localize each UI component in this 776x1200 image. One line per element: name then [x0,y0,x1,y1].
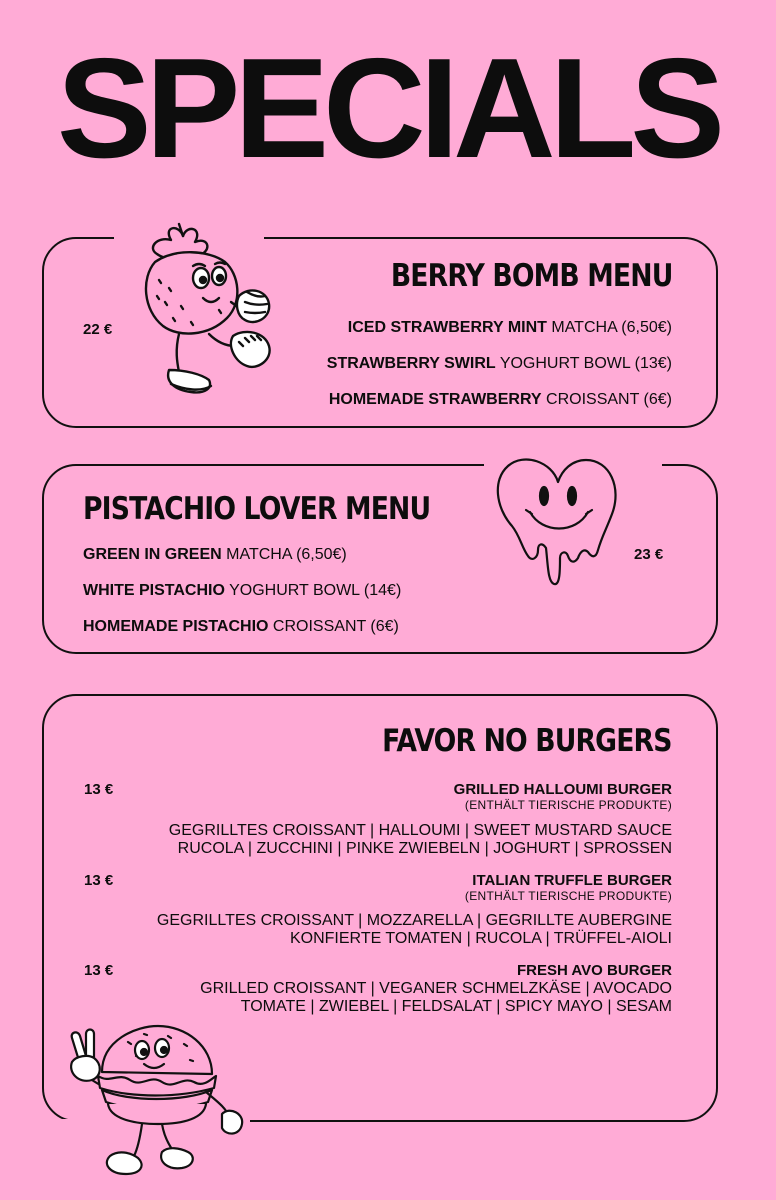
pistachio-item-1 [83,545,347,565]
berry-item-2 [327,354,672,374]
halloumi-burger-note: (ENTHÄLT TIERISCHE PRODUKTE) [464,798,672,812]
pistachio-item-2-detail: YOGHURT BOWL (14€) [224,582,402,599]
berry-item-1-detail: MATCHA (6,50€) [546,319,672,336]
avo-burger-desc-1: GRILLED CROISSANT | VEGANER SCHMELZKÄSE | AVOCADO [200,980,672,997]
pistachio-item-3-detail: CROISSANT (6€) [268,618,399,635]
berry-item-3-name: HOMEMADE STRAWBERRY [328,391,542,408]
avo-burger-desc-2: TOMATE | ZWIEBEL | FELDSALAT | SPICY MAYO | SESAM [240,998,672,1015]
strawberry-mascot-icon [135,222,275,402]
berry-item-1 [348,318,672,338]
truffle-burger-desc-1: GEGRILLTES CROISSANT | MOZZARELLA | GEGRILLTE AUBERGINE [156,912,672,929]
truffle-burger-note: (ENTHÄLT TIERISCHE PRODUKTE) [464,889,672,903]
truffle-burger-desc-2: KONFIERTE TOMATEN | RUCOLA | TRÜFFEL-AIOLI [289,930,672,947]
berry-item-1-name: ICED STRAWBERRY MINT [347,319,547,336]
melting-heart-smiley-icon [494,452,624,592]
pistachio-item-1-detail: MATCHA (6,50€) [221,546,347,563]
burger-mascot-icon [58,1018,248,1180]
favor-no-burgers-heading: FAVOR NO BURGERS [382,723,672,759]
berry-item-3 [329,390,672,410]
pistachio-item-1-name: GREEN IN GREEN [83,546,222,563]
avo-burger-price: 13 € [84,962,114,979]
halloumi-burger-price: 13 € [84,781,114,798]
pistachio-lover-price: 23 € [634,546,664,563]
berry-item-2-detail: YOGHURT BOWL (13€) [495,355,672,372]
page-title: SPECIALS [56,29,720,188]
berry-bomb-heading: BERRY BOMB MENU [390,258,672,294]
berry-bomb-price: 22 € [83,321,113,338]
berry-item-3-detail: CROISSANT (6€) [541,391,672,408]
truffle-burger-price: 13 € [84,872,114,889]
pistachio-item-2-name: WHITE PISTACHIO [83,582,225,599]
halloumi-burger-name: GRILLED HALLOUMI BURGER [453,781,672,798]
halloumi-burger-desc-2: RUCOLA | ZUCCHINI | PINKE ZWIEBELN | JOGHURT | SPROSSEN [177,840,672,857]
truffle-burger-name: ITALIAN TRUFFLE BURGER [472,872,672,889]
pistachio-item-2 [83,581,401,601]
avo-burger-name: FRESH AVO BURGER [516,962,672,979]
pistachio-lover-heading: PISTACHIO LOVER MENU [83,491,431,527]
pistachio-item-3-name: HOMEMADE PISTACHIO [83,618,269,635]
halloumi-burger-desc-1: GEGRILLTES CROISSANT | HALLOUMI | SWEET MUSTARD SAUCE [168,822,672,839]
pistachio-item-3 [83,617,399,637]
berry-item-2-name: STRAWBERRY SWIRL [326,355,496,372]
